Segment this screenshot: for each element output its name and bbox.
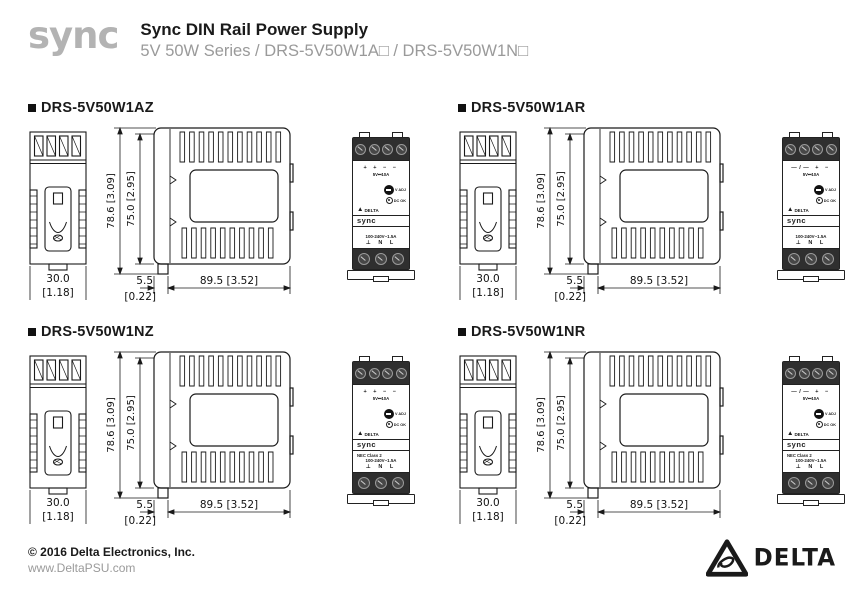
dim-width-in: [1.18]	[472, 511, 504, 523]
terminal-screw	[799, 368, 810, 379]
output-terminal-marks: + + − −	[363, 389, 399, 395]
delta-brand-label: DELTA	[364, 207, 379, 213]
terminal-screw	[392, 253, 404, 265]
output-terminal-marks: —/— + −	[791, 389, 831, 395]
rear-body	[460, 132, 516, 264]
terminal-screw	[382, 368, 393, 379]
output-terminal-marks: + + − −	[363, 165, 399, 171]
side-body	[154, 352, 290, 488]
page-footer	[28, 545, 195, 575]
dim-depth: 89.5 [3.52]	[629, 275, 689, 287]
dim-inner-height: 75.0 [2.95]	[556, 171, 567, 227]
terminal-screw	[788, 253, 800, 265]
dim-offset-mm: 5.5	[136, 275, 153, 287]
model-section	[28, 324, 420, 548]
bullet-square-icon	[458, 104, 466, 112]
model-sections-grid	[28, 100, 850, 548]
output-rating: 5V⎓10A	[372, 172, 390, 177]
model-heading	[28, 100, 154, 116]
terminal-screw	[355, 144, 366, 155]
input-terminal-block	[353, 248, 409, 269]
dim-width-mm: 30.0	[46, 497, 70, 509]
bullet-square-icon	[458, 328, 466, 336]
terminal-screw	[805, 477, 817, 489]
terminal-screw	[369, 144, 380, 155]
side-view-drawing	[106, 124, 302, 310]
knob-label: V ADJ	[394, 412, 406, 416]
rear-view-drawing	[28, 354, 90, 536]
dim-height: 78.6 [3.09]	[536, 173, 547, 229]
terminal-screw	[812, 368, 823, 379]
delta-wordmark: DELTA	[753, 544, 836, 572]
dim-width-in: [1.18]	[42, 511, 74, 523]
model-name: DRS-5V50W1AZ	[41, 100, 154, 116]
terminal-screw	[369, 368, 380, 379]
input-terminal-block	[783, 248, 839, 269]
output-terminal-block	[353, 362, 409, 385]
delta-logo	[706, 538, 836, 578]
output-terminal-block	[783, 138, 839, 161]
front-view	[352, 356, 410, 504]
label-plate	[190, 394, 278, 446]
voltage-adjust-knob	[814, 185, 824, 195]
dim-depth: 89.5 [3.52]	[629, 499, 689, 511]
terminal-screw	[785, 144, 796, 155]
terminal-screw	[822, 477, 834, 489]
output-rating: 5V⎓10A	[802, 396, 820, 401]
delta-triangle-logo-icon	[706, 538, 748, 578]
terminal-screw	[785, 368, 796, 379]
dim-inner-height: 75.0 [2.95]	[126, 395, 137, 451]
input-terminal-marks: ⊥ N L	[795, 464, 827, 470]
nec-class-note: NEC Class 2	[357, 453, 382, 458]
rear-view-drawing	[458, 130, 520, 312]
led-label: DC OK	[823, 198, 836, 203]
voltage-adjust-knob	[814, 409, 824, 419]
sync-logo: sync	[28, 14, 119, 57]
terminal-screw	[396, 144, 407, 155]
dim-inner-height: 75.0 [2.95]	[556, 395, 567, 451]
model-name: DRS-5V50W1AR	[471, 100, 586, 116]
delta-triangle-icon: ▲	[357, 206, 364, 213]
sync-brand-strip: sync	[353, 215, 409, 227]
bullet-square-icon	[28, 328, 36, 336]
din-rail-clip	[475, 411, 501, 475]
led-label: DC OK	[823, 422, 836, 427]
website-link[interactable]: www.DeltaPSU.com	[28, 561, 136, 575]
side-view-drawing	[536, 348, 732, 534]
output-terminal-marks: —/— + −	[791, 165, 831, 171]
knob-label: V ADJ	[824, 412, 836, 416]
terminal-screw	[396, 368, 407, 379]
page-subtitle: 5V 50W Series / DRS-5V50W1A□ / DRS-5V50W1N□	[140, 42, 529, 60]
mounting-feet	[777, 270, 845, 280]
input-terminal-marks: ⊥ N L	[365, 240, 397, 246]
side-body	[154, 128, 290, 264]
side-body	[584, 352, 720, 488]
input-terminal-marks: ⊥ N L	[365, 464, 397, 470]
voltage-adjust-knob	[384, 185, 394, 195]
dim-width-in: [1.18]	[42, 287, 74, 299]
nec-class-note: NEC Class 2	[787, 453, 812, 458]
terminal-screw	[812, 144, 823, 155]
dim-height: 78.6 [3.09]	[536, 397, 547, 453]
terminal-screw	[392, 477, 404, 489]
model-heading	[28, 324, 154, 340]
model-heading	[458, 324, 585, 340]
knob-label: V ADJ	[824, 188, 836, 192]
sync-brand-strip: sync	[353, 439, 409, 451]
dim-offset-in: [0.22]	[554, 291, 586, 303]
copyright-text: © 2016 Delta Electronics, Inc.	[28, 545, 195, 559]
terminal-screw	[355, 368, 366, 379]
front-view	[352, 132, 410, 280]
dim-offset-in: [0.22]	[554, 515, 586, 527]
model-heading	[458, 100, 585, 116]
model-name: DRS-5V50W1NZ	[41, 324, 154, 340]
delta-brand-label: DELTA	[364, 431, 379, 437]
terminal-screw	[826, 144, 837, 155]
dim-offset-mm: 5.5	[566, 275, 583, 287]
label-plate	[620, 394, 708, 446]
bullet-square-icon	[28, 104, 36, 112]
delta-triangle-icon: ▲	[787, 206, 794, 213]
dim-depth: 89.5 [3.52]	[199, 275, 259, 287]
mounting-feet	[347, 494, 415, 504]
model-section	[458, 100, 850, 324]
output-terminal-block	[353, 138, 409, 161]
dim-width-mm: 30.0	[46, 273, 70, 285]
label-plate	[620, 170, 708, 222]
din-rail-clip	[475, 187, 501, 251]
input-terminal-marks: ⊥ N L	[795, 240, 827, 246]
output-rating: 5V⎓10A	[372, 396, 390, 401]
side-body	[584, 128, 720, 264]
mounting-feet	[777, 494, 845, 504]
dc-ok-led	[386, 421, 393, 428]
dim-offset-in: [0.22]	[124, 291, 156, 303]
dim-depth: 89.5 [3.52]	[199, 499, 259, 511]
terminal-screw	[358, 253, 370, 265]
dim-width-mm: 30.0	[476, 273, 500, 285]
rear-body	[30, 132, 86, 264]
terminal-screw	[375, 477, 387, 489]
model-section	[28, 100, 420, 324]
front-view	[782, 356, 840, 504]
delta-brand-label: DELTA	[794, 431, 809, 437]
rear-body	[460, 356, 516, 488]
side-view-drawing	[536, 124, 732, 310]
dim-offset-mm: 5.5	[136, 499, 153, 511]
input-rating: 100-240V~1.5A	[365, 234, 397, 239]
terminal-screw	[799, 144, 810, 155]
input-rating: 100-240V~1.5A	[795, 234, 827, 239]
terminal-screw	[805, 253, 817, 265]
dim-offset-mm: 5.5	[566, 499, 583, 511]
dc-ok-led	[816, 197, 823, 204]
dim-width-mm: 30.0	[476, 497, 500, 509]
input-terminal-block	[353, 472, 409, 493]
dim-inner-height: 75.0 [2.95]	[126, 171, 137, 227]
led-label: DC OK	[393, 198, 406, 203]
terminal-screw	[358, 477, 370, 489]
terminal-screw	[826, 368, 837, 379]
din-rail-clip	[45, 187, 71, 251]
model-name: DRS-5V50W1NR	[471, 324, 586, 340]
dim-width-in: [1.18]	[472, 287, 504, 299]
output-terminal-block	[783, 362, 839, 385]
model-section	[458, 324, 850, 548]
rear-body	[30, 356, 86, 488]
side-view-drawing	[106, 348, 302, 534]
dim-offset-in: [0.22]	[124, 515, 156, 527]
terminal-screw	[375, 253, 387, 265]
terminal-screw	[788, 477, 800, 489]
page-title: Sync DIN Rail Power Supply	[140, 20, 369, 39]
sync-brand-strip: sync	[783, 439, 839, 451]
terminal-screw	[822, 253, 834, 265]
sync-brand-strip: sync	[783, 215, 839, 227]
input-rating: 100-240V~1.5A	[795, 458, 827, 463]
dc-ok-led	[386, 197, 393, 204]
delta-triangle-icon: ▲	[357, 430, 364, 437]
dc-ok-led	[816, 421, 823, 428]
voltage-adjust-knob	[384, 409, 394, 419]
terminal-screw	[382, 144, 393, 155]
delta-brand-label: DELTA	[794, 207, 809, 213]
front-view	[782, 132, 840, 280]
input-terminal-block	[783, 472, 839, 493]
rear-view-drawing	[458, 354, 520, 536]
delta-triangle-icon: ▲	[787, 430, 794, 437]
knob-label: V ADJ	[394, 188, 406, 192]
input-rating: 100-240V~1.5A	[365, 458, 397, 463]
din-rail-clip	[45, 411, 71, 475]
mounting-feet	[347, 270, 415, 280]
label-plate	[190, 170, 278, 222]
output-rating: 5V⎓10A	[802, 172, 820, 177]
led-label: DC OK	[393, 422, 406, 427]
rear-view-drawing	[28, 130, 90, 312]
dim-height: 78.6 [3.09]	[106, 397, 117, 453]
dim-height: 78.6 [3.09]	[106, 173, 117, 229]
page-header	[28, 16, 528, 62]
